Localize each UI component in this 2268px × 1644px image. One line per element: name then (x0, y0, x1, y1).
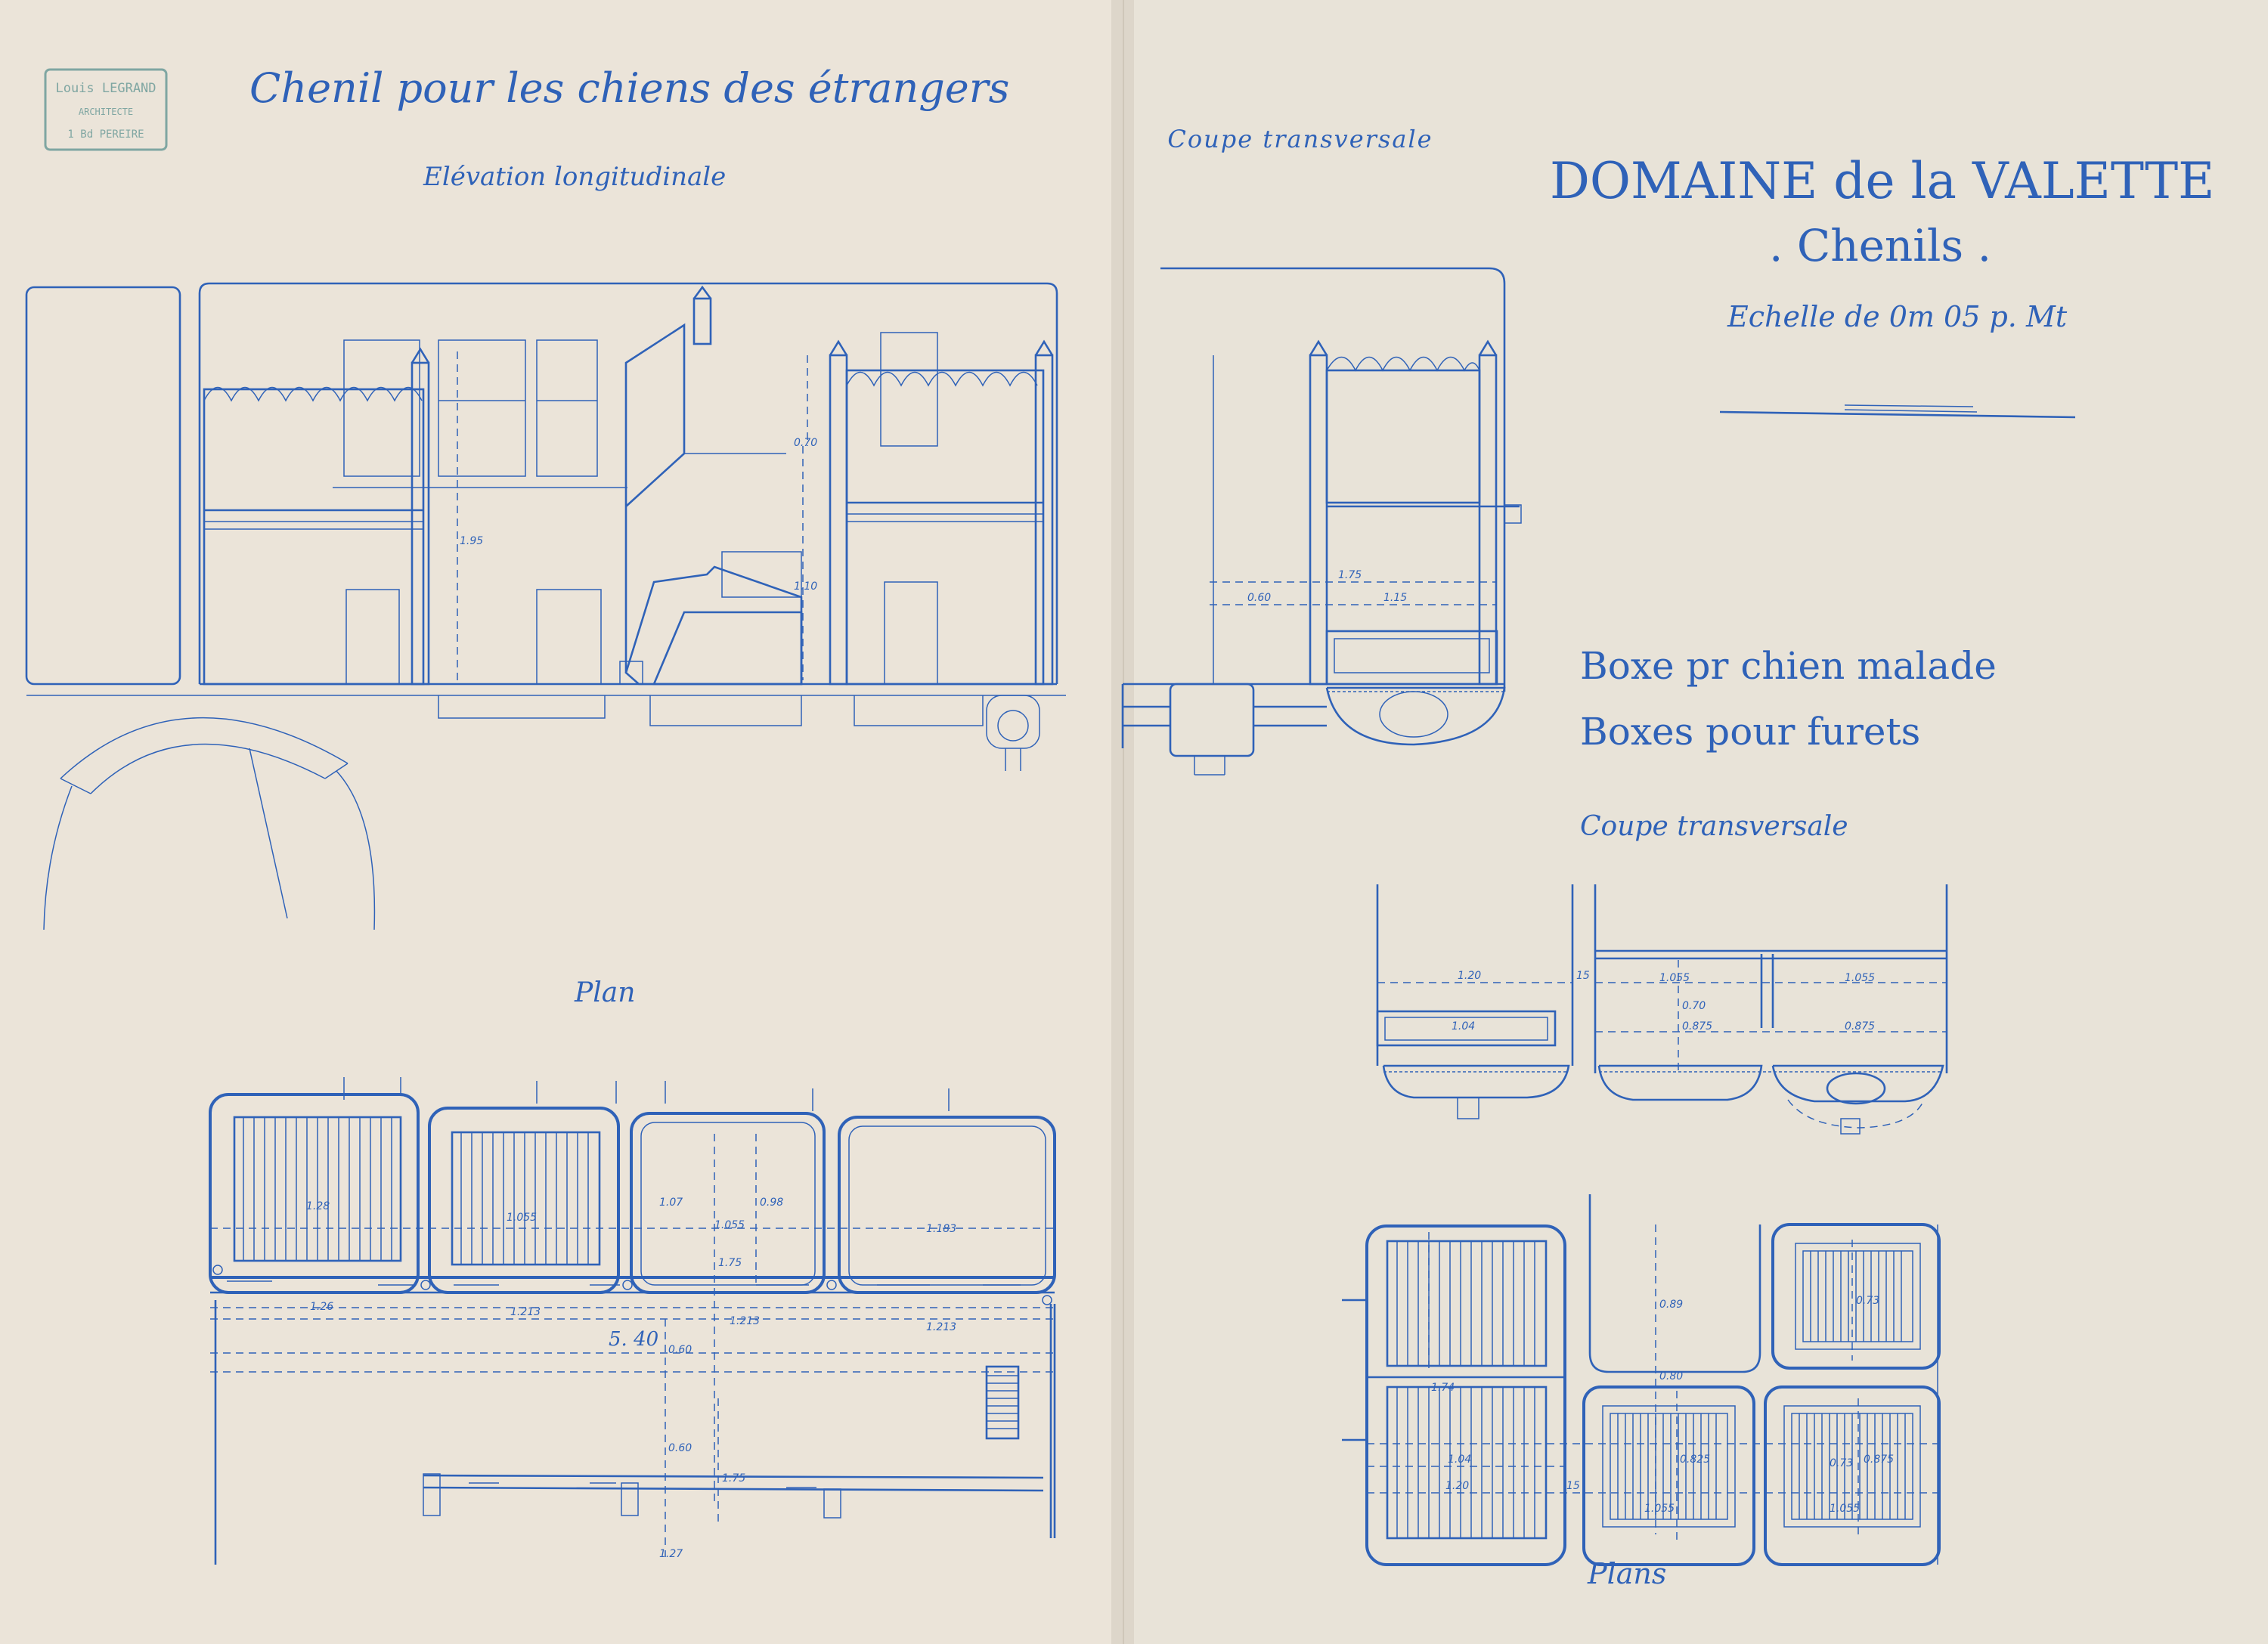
left-sheet-title: Chenil pour les chiens des étrangers (249, 64, 1010, 112)
dim-elev-110: 1.10 (794, 581, 818, 593)
dim-plan-1213c: 1.213 (926, 1321, 957, 1333)
dim-plan-1213a: 1.213 (510, 1306, 541, 1318)
plan-label: Plan (575, 977, 636, 1008)
dim-plan-127: 1.27 (659, 1548, 683, 1560)
dim-pl-104: 1.04 (1448, 1454, 1472, 1466)
dim-plan-126: 1.26 (310, 1301, 334, 1313)
dim-cut-1055b: 1.055 (1845, 972, 1876, 984)
domain-title: DOMAINE de la VALETTE (1550, 152, 2215, 210)
right-section-label: Coupe transversale (1580, 811, 1848, 842)
dim-plan-175b: 1.75 (722, 1472, 746, 1485)
dim-plan-175: 1.75 (718, 1257, 742, 1269)
dim-pl-073b: 0.73 (1830, 1457, 1854, 1469)
dim-elev-195: 1.95 (460, 535, 484, 547)
sick-dog-box-label: Boxe pr chien malade (1580, 644, 1997, 688)
dim-pl-089: 0.89 (1659, 1299, 1684, 1311)
dim-plan-060: 0.60 (668, 1344, 692, 1356)
left-section-label: Coupe transversale (1167, 125, 1433, 153)
dim-pl-080: 0.80 (1659, 1370, 1684, 1382)
dim-pl-120: 1.20 (1445, 1480, 1470, 1492)
stamp-line-3: 1 Bd PEREIRE (67, 128, 144, 141)
plans-label: Plans (1588, 1557, 1667, 1590)
dim-plan-107: 1.07 (659, 1197, 683, 1209)
dim-sec-175: 1.75 (1338, 569, 1362, 581)
dim-sec-060: 0.60 (1247, 592, 1272, 604)
dim-sec-115: 1.15 (1383, 592, 1408, 604)
dim-plan-540: 5. 40 (609, 1328, 659, 1351)
chenils-subtitle: . Chenils . (1769, 220, 1992, 271)
stamp-line-1: Louis LEGRAND (55, 81, 156, 96)
dim-plan-060b: 0.60 (668, 1442, 692, 1454)
dim-cut-104: 1.04 (1452, 1020, 1476, 1033)
ferret-boxes-label: Boxes pour furets (1580, 710, 1921, 754)
dim-cut-0875a: 0.875 (1682, 1020, 1713, 1033)
dim-pl-1055b: 1.055 (1830, 1503, 1861, 1515)
dim-pl-0825: 0.825 (1680, 1454, 1711, 1466)
dim-elev-070: 0.70 (794, 437, 818, 449)
dim-plan-128: 1.28 (306, 1200, 330, 1212)
dim-pl-0875: 0.875 (1864, 1454, 1895, 1466)
dim-pl-073: 0.73 (1856, 1295, 1880, 1307)
dim-cut-1055a: 1.055 (1659, 972, 1690, 984)
dim-pl-174: 1.74 (1431, 1382, 1455, 1394)
dim-cut-120: 1.20 (1458, 970, 1482, 982)
left-page (0, 0, 1119, 1644)
stamp-line-2: ARCHITECTE (78, 107, 134, 117)
dim-cut-0875b: 0.875 (1845, 1020, 1876, 1033)
dim-plan-1055b: 1.055 (714, 1219, 745, 1231)
dim-cut-015: 15 (1576, 970, 1590, 982)
dim-cut-070: 0.70 (1682, 1000, 1706, 1012)
dim-pl-015: 15 (1566, 1480, 1580, 1492)
elevation-label: Elévation longitudinale (423, 162, 727, 192)
scale-label: Echelle de 0m 05 p. Mt (1727, 300, 2068, 333)
dim-plan-1055: 1.055 (507, 1212, 538, 1224)
dim-plan-1183: 1.183 (926, 1223, 957, 1235)
dim-pl-1055: 1.055 (1644, 1503, 1675, 1515)
dim-plan-098: 0.98 (760, 1197, 784, 1209)
dim-plan-1213b: 1.213 (730, 1315, 761, 1327)
